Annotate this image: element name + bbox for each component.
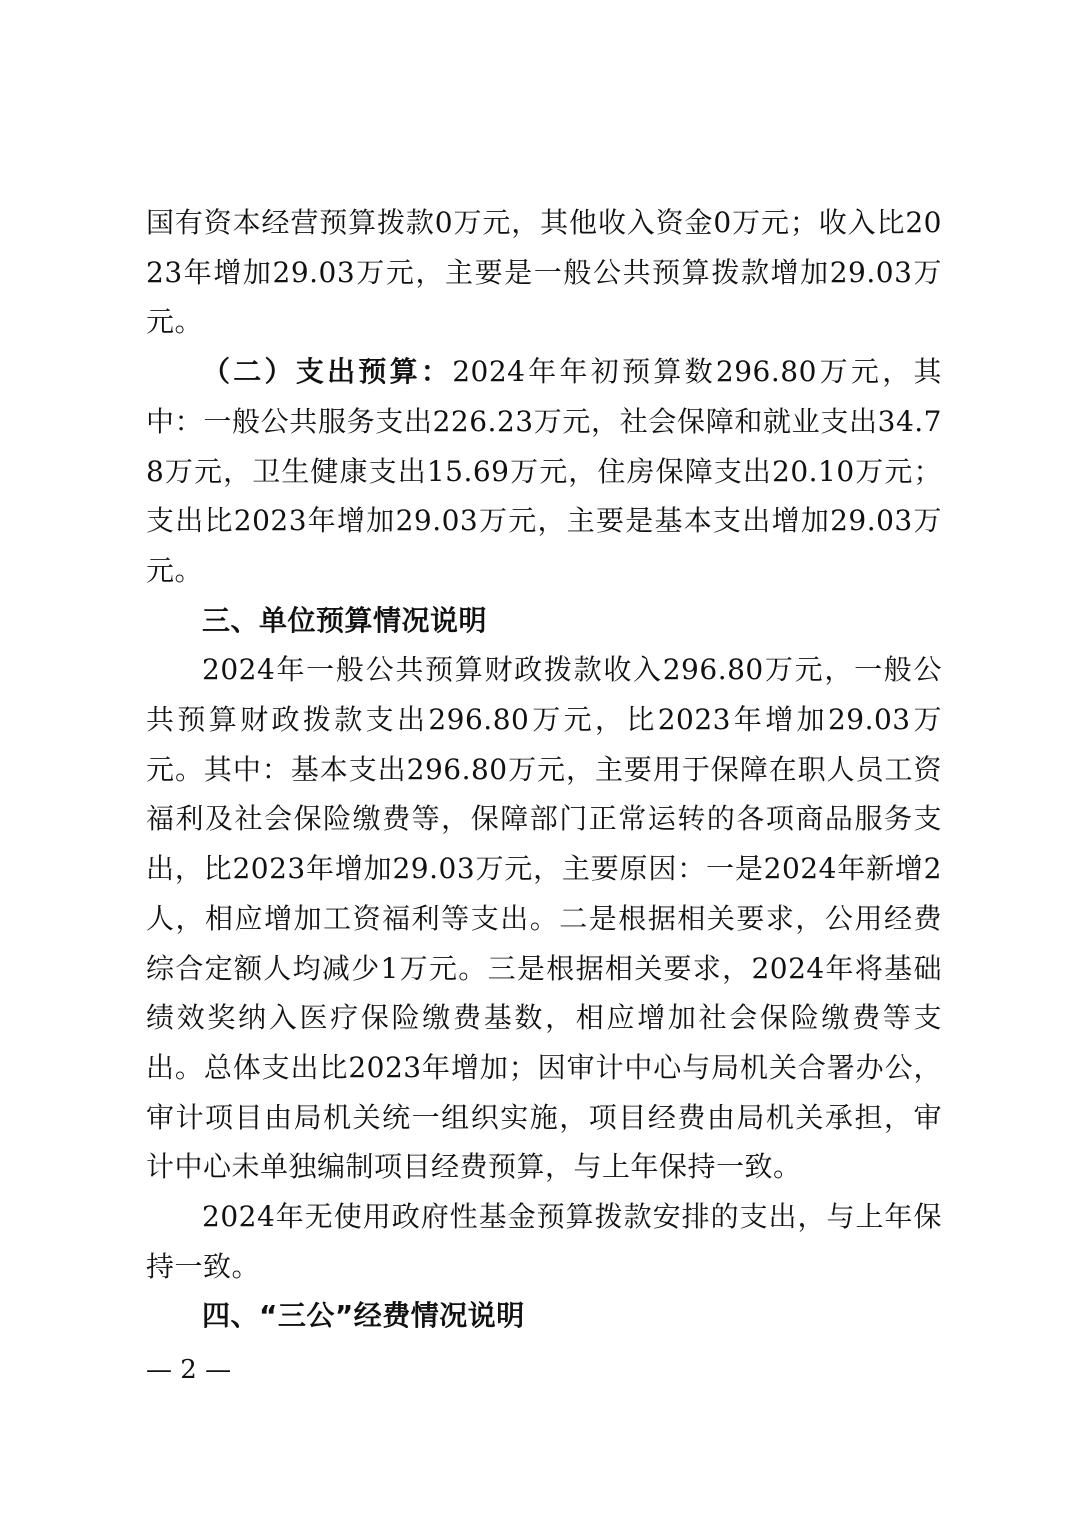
paragraph-expenditure-budget-text: 2024年年初预算数296.80万元，其中：一般公共服务支出226.23万元，社会保障和就业支出34.78万元，卫生健康支出15.69万元，住房保障支出20.10万元；支出比2023年增加29.03万元，主要是基本支出增加29.03万元。 — [146, 355, 942, 587]
paragraph-unit-budget: 2024年一般公共预算财政拨款收入296.80万元，一般公共预算财政拨款支出296.80万元，比2023年增加29.03万元。其中：基本支出296.80万元，主要用于保障在职人员工资福利及社会保险缴费等，保障部门正常运转的各项商品服务支出，比2023年增加29.03万元，主要原因：一是2024年新增2人，相应增加工资福利等支出。二是根据相关要求，公用经费综合定额人均减少1万元。三是根据相关要求，2024年将基础绩效奖纳入医疗保险缴费基数，相应增加社会保险缴费等支出。总体支出比2023年增加；因审计中心与局机关合署办公，审计项目由局机关统一组织实施，项目经费由局机关承担，审计中心未单独编制项目经费预算，与上年保持一致。 — [146, 653, 942, 1184]
paragraph-income-continuation: 国有资本经营预算拨款0万元，其他收入资金0万元；收入比2023年增加29.03万元，主要是一般公共预算拨款增加29.03万元。 — [146, 206, 942, 339]
paragraph-government-fund: 2024年无使用政府性基金预算拨款安排的支出，与上年保持一致。 — [146, 1200, 942, 1283]
subheading-expenditure-budget: （二）支出预算： — [202, 355, 453, 389]
heading-three-public-expenses: 四、“三公”经费情况说明 — [202, 1299, 525, 1333]
paragraph-expenditure-budget — [146, 347, 942, 596]
document-body — [146, 198, 942, 1341]
heading-unit-budget: 三、单位预算情况说明 — [202, 603, 488, 637]
page-number: — 2 — — [146, 1355, 232, 1385]
